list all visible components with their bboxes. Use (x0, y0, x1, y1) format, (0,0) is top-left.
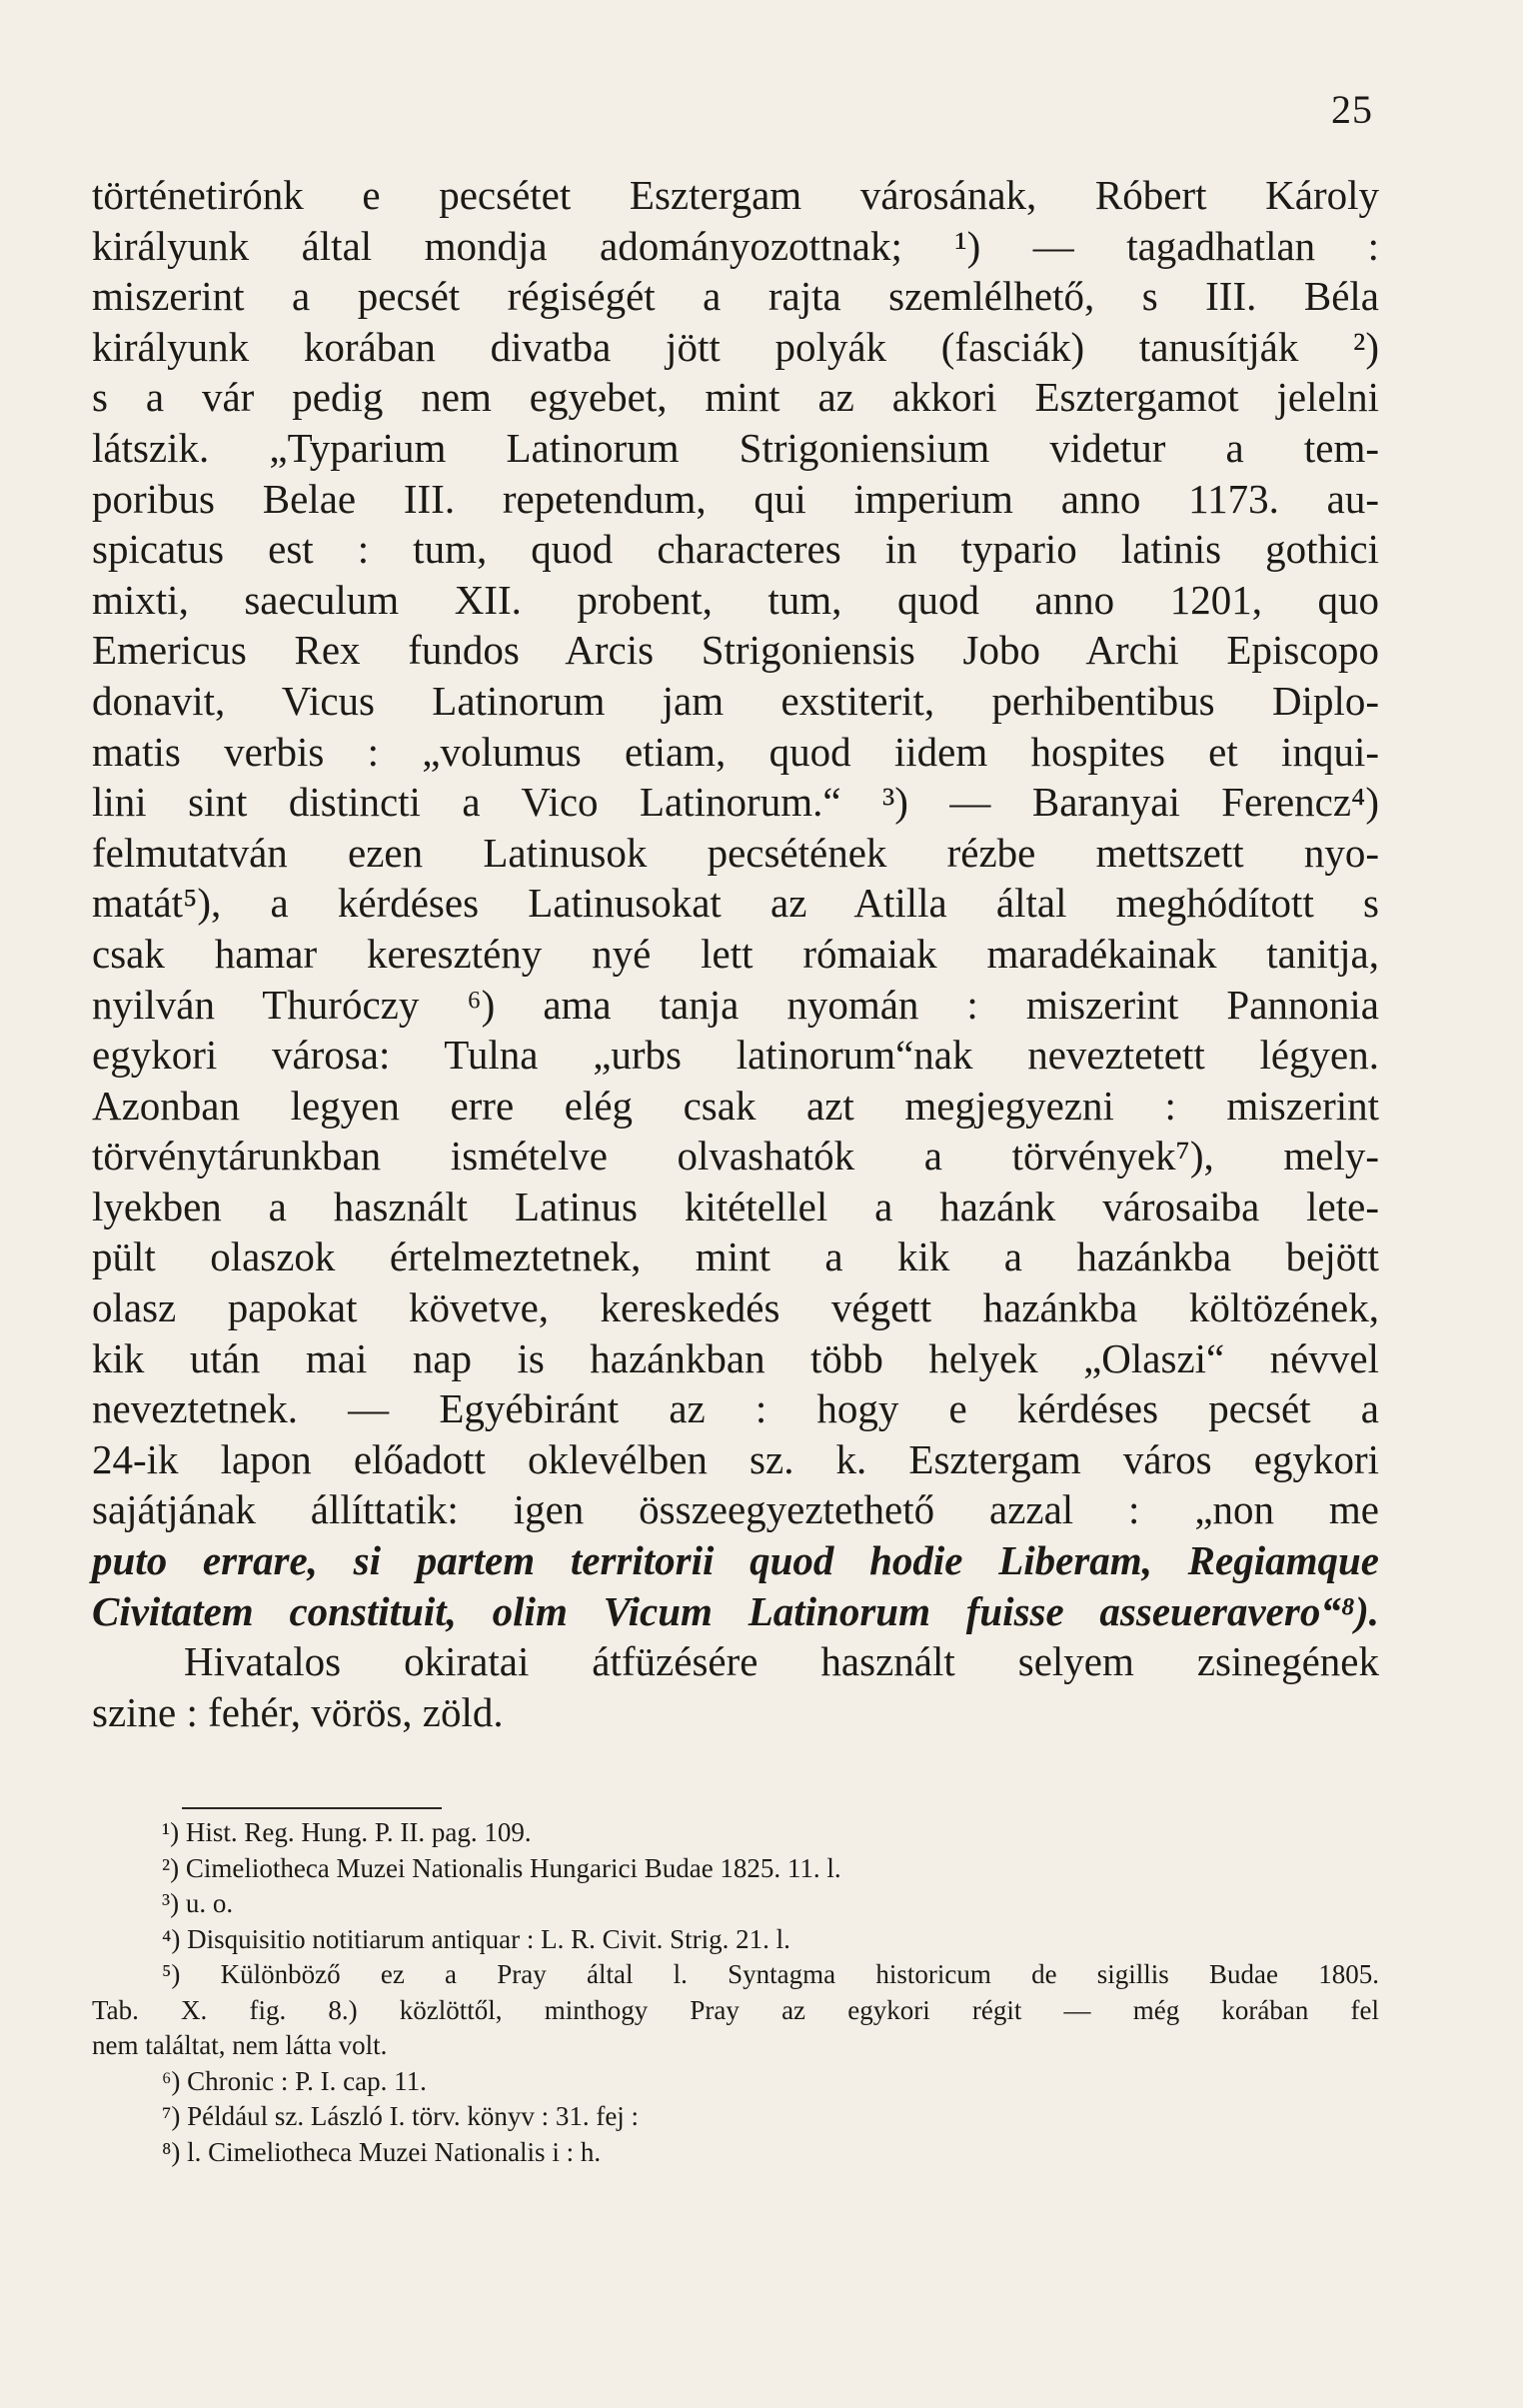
page-number: 25 (1331, 87, 1373, 132)
text-line: törvénytárunkban ismételve olvashatók a törvények⁷), mely- (92, 1133, 1379, 1180)
footnote: ⁸) l. Cimeliotheca Muzei Nationalis i : h. (162, 2136, 602, 2167)
text-line: miszerint a pecsét régiségét a rajta szemlélhető, s III. Béla (92, 273, 1379, 320)
text-line: donavit, Vicus Latinorum jam exstiterit, perhibentibus Diplo- (92, 677, 1379, 724)
text-line: látszik. „Typarium Latinorum Strigoniensium videtur a tem- (92, 424, 1379, 471)
text-line: csak hamar keresztény nyé lett rómaiak maradékainak tanitja, (92, 930, 1379, 977)
footnote: ⁵) Különböző ez a Pray által l. Syntagma historicum de sigillis Budae 1805. (162, 1959, 1379, 1989)
text-line: királyunk által mondja adományozottnak; ¹) — tagadhatlan : (92, 222, 1379, 269)
footnote: nem találtat, nem látta volt. (92, 2030, 388, 2060)
footnotes (92, 1807, 1379, 2170)
text-line-italic: puto errare, si partem territorii quod hodie Liberam, Regiamque (92, 1537, 1379, 1584)
text-line-italic: Civitatem constituit, olim Vicum Latinorum fuisse asseueravero“⁸). (92, 1587, 1379, 1634)
text-line: lini sint distincti a Vico Latinorum.“ ³) — Baranyai Ferencz⁴) (92, 779, 1379, 826)
text-line: Emericus Rex fundos Arcis Strigoniensis Jobo Archi Episcopo (92, 627, 1379, 674)
text-line: neveztetnek. — Egyébiránt az : hogy e kérdéses pecsét a (92, 1385, 1379, 1432)
footnote-divider (182, 1807, 442, 1809)
text-line: kik után mai nap is hazánkban több helyek „Olaszi“ névvel (92, 1334, 1379, 1381)
text-line: nyilván Thuróczy ⁶) ama tanja nyomán : miszerint Pannonia (92, 981, 1379, 1028)
footnote: ⁷) Például sz. László I. törv. könyv : 31. fej : (162, 2101, 640, 2131)
footnote: ⁴) Disquisitio notitiarum antiquar : L. R. Civit. Strig. 21. l. (162, 1923, 790, 1954)
text-line: egykori városa: Tulna „urbs latinorum“nak neveztetett légyen. (92, 1032, 1379, 1079)
text-line: 24-ik lapon előadott oklevélben sz. k. Esztergam város egykori (92, 1435, 1379, 1482)
text-line: történetirónk e pecsétet Esztergam városának, Róbert Károly (92, 172, 1379, 218)
text-line: királyunk korában divatba jött polyák (fasciák) tanusítják ²) (92, 323, 1379, 370)
main-text (92, 170, 1379, 1737)
footnote: ¹) Hist. Reg. Hung. P. II. pag. 109. (162, 1817, 532, 1847)
text-line: olasz papokat követve, kereskedés végett hazánkba költözének, (92, 1284, 1379, 1331)
text-line: spicatus est : tum, quod characteres in typario latinis gothici (92, 526, 1379, 573)
text-line: Hivatalos okiratai átfüzésére használt selyem zsinegének (184, 1638, 1379, 1685)
footnote: Tab. X. fig. 8.) közlöttől, minthogy Pray az egykori régit — még korában fel (92, 1994, 1379, 2025)
footnote: ²) Cimeliotheca Muzei Nationalis Hungarici Budae 1825. 11. l. (162, 1852, 841, 1883)
text-line: sajátjának állíttatik: igen összeegyeztethető azzal : „non me (92, 1486, 1379, 1533)
text-line: Azonban legyen erre elég csak azt megjegyezni : miszerint (92, 1082, 1379, 1129)
text-line: matis verbis : „volumus etiam, quod iidem hospites et inqui- (92, 728, 1379, 775)
text-line: matát⁵), a kérdéses Latinusokat az Atilla által meghódított s (92, 880, 1379, 927)
text-line: lyekben a használt Latinus kitétellel a hazánk városaiba lete- (92, 1183, 1379, 1229)
text-line: pült olaszok értelmeztetnek, mint a kik a hazánkba bejött (92, 1233, 1379, 1280)
text-line: mixti, saeculum XII. probent, tum, quod anno 1201, quo (92, 576, 1379, 623)
footnote: ³) u. o. (162, 1888, 234, 1918)
text-line: poribus Belae III. repetendum, qui imperium anno 1173. au- (92, 475, 1379, 522)
text-line: s a vár pedig nem egyebet, mint az akkori Esztergamot jelelni (92, 374, 1379, 421)
text-line: felmutatván ezen Latinusok pecsétének rézbe mettszett nyo- (92, 829, 1379, 876)
footnote: ⁶) Chronic : P. I. cap. 11. (162, 2065, 427, 2096)
text-line: szine : fehér, vörös, zöld. (92, 1688, 504, 1735)
